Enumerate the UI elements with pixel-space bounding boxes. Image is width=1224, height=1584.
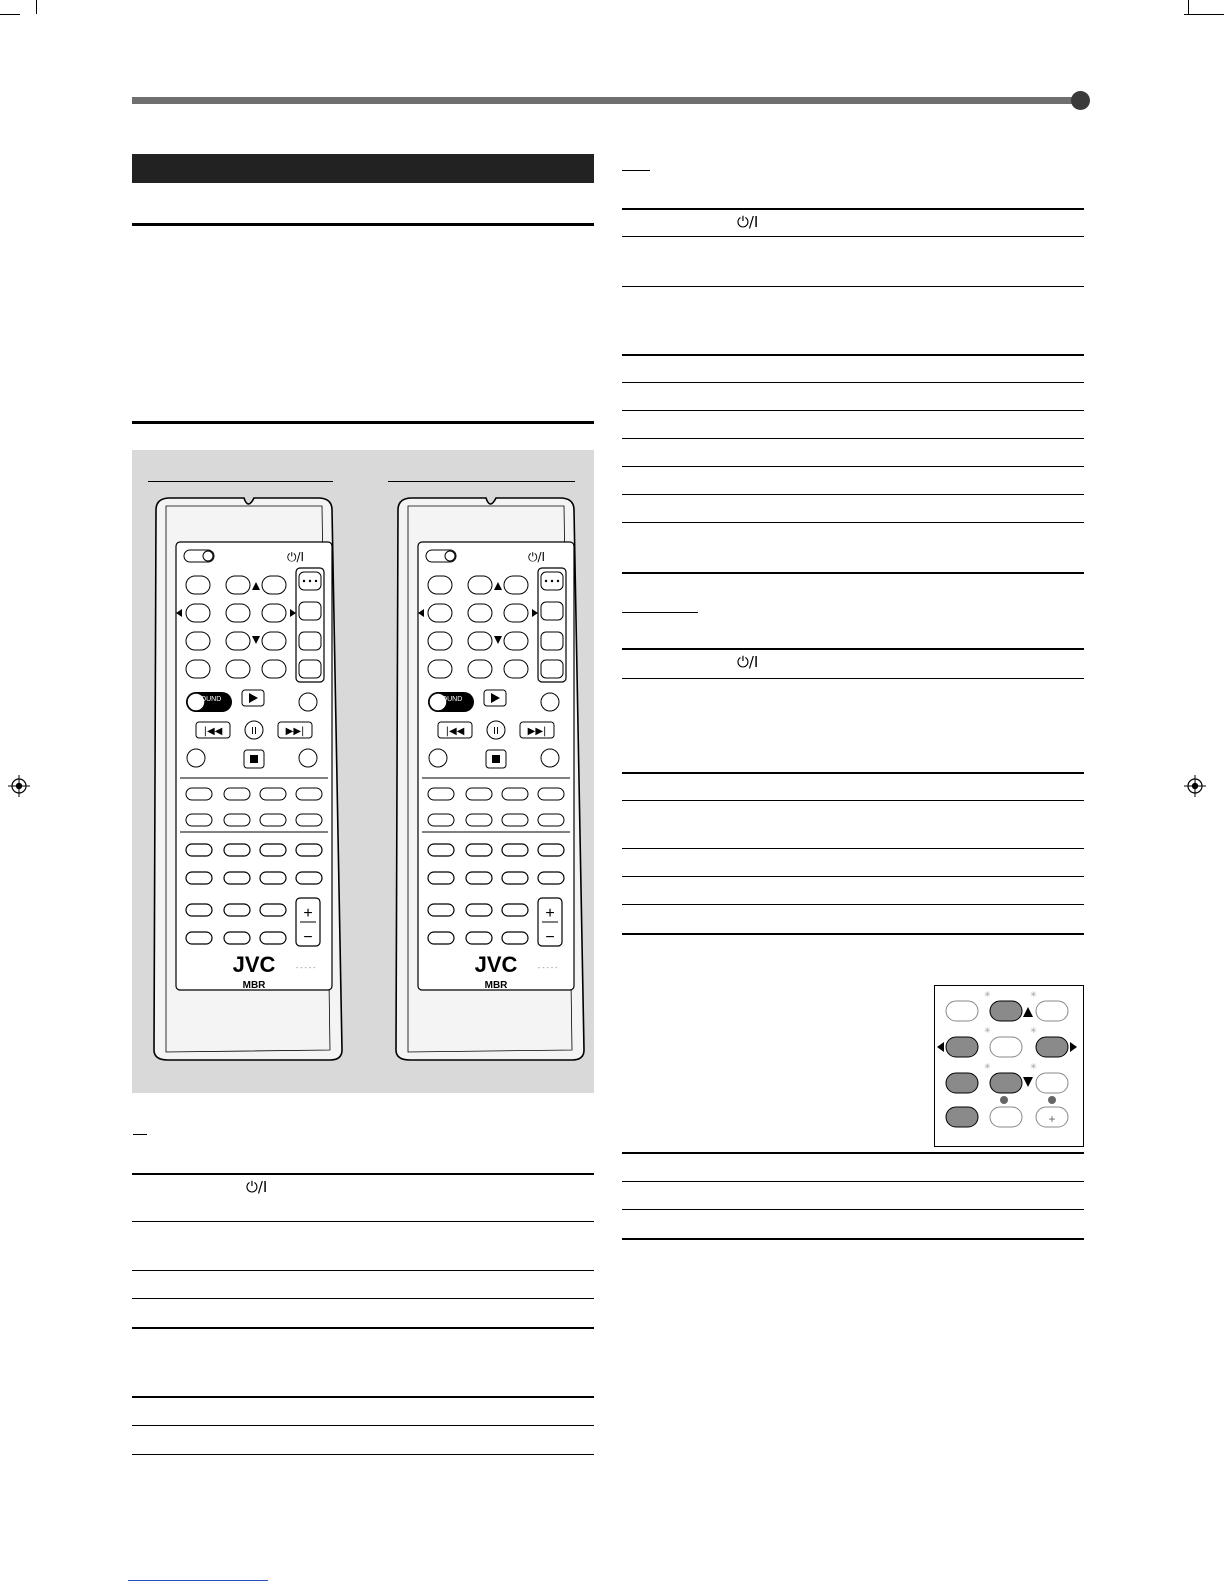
svg-text:✳: ✳	[984, 1026, 991, 1035]
right-table1-rule-8	[622, 466, 1084, 467]
right-table2-rule-3	[622, 772, 1084, 774]
right-table3-rule-4	[622, 1238, 1084, 1240]
registration-mark-icon	[1184, 775, 1206, 797]
right-table1-rule-9	[622, 494, 1084, 495]
right-table1-rule-11	[622, 572, 1084, 574]
right-power-symbol-1: ⏻/I	[737, 213, 759, 231]
svg-text:✳: ✳	[1030, 1062, 1037, 1071]
right-note-mark-1	[622, 170, 650, 171]
svg-text:✳: ✳	[984, 990, 991, 999]
keypad-inset-figure	[934, 985, 1084, 1147]
remote-power-label-2: ⏻/I	[528, 550, 546, 564]
left-table-rule-4	[132, 1298, 594, 1299]
left-table-rule-top	[132, 1173, 594, 1175]
bottom-link-line	[128, 1580, 268, 1581]
right-table1-rule-10	[622, 522, 1084, 523]
right-table1-rule-top	[622, 208, 1084, 210]
right-table2-rule-top	[622, 648, 1084, 650]
remote-sound-label-2: SOUND	[437, 696, 463, 703]
remote-control-illustrations	[132, 490, 594, 1070]
figure-caption-rule-right	[388, 481, 575, 482]
left-table-rule-5	[132, 1327, 594, 1329]
left-table-rule-7	[132, 1425, 594, 1426]
header-rule-end-dot	[1071, 91, 1090, 110]
right-table3-rule-top	[622, 1152, 1084, 1154]
svg-text:✳: ✳	[984, 1062, 991, 1071]
right-table2-rule-5	[622, 848, 1084, 849]
remote-sound-label: SOUND	[196, 696, 222, 703]
right-table1-rule-7	[622, 438, 1084, 439]
crop-mark-top-left-v	[36, 0, 37, 14]
left-power-symbol: ⏻/I	[246, 1178, 268, 1196]
figure-caption-rule-left	[148, 481, 333, 482]
right-table2-rule-4	[622, 800, 1084, 801]
right-note-mark-2	[622, 612, 698, 613]
right-table1-rule-6	[622, 410, 1084, 411]
left-table-rule-2	[132, 1221, 594, 1222]
right-table1-rule-2	[622, 236, 1084, 237]
right-table2-rule-2	[622, 678, 1084, 679]
crop-mark-top-right-v	[1188, 0, 1189, 14]
registration-mark-icon	[8, 775, 30, 797]
crop-mark-top-left	[0, 14, 20, 15]
left-note-mark	[133, 1134, 147, 1135]
svg-text:+: +	[1048, 1112, 1056, 1126]
subsection-rule-2	[132, 421, 594, 424]
right-table1-rule-4	[622, 354, 1084, 356]
subsection-rule-1	[132, 223, 594, 226]
left-table-rule-3	[132, 1270, 594, 1271]
right-table3-rule-3	[622, 1209, 1084, 1210]
right-table3-rule-2	[622, 1181, 1084, 1182]
section-title-bar	[132, 154, 594, 183]
svg-text:✳: ✳	[1030, 990, 1037, 999]
right-table1-rule-5	[622, 382, 1084, 383]
right-table2-rule-8	[622, 933, 1084, 935]
header-rule-bar	[132, 97, 1080, 104]
left-table-rule-6	[132, 1396, 594, 1398]
right-power-symbol-2: ⏻/I	[737, 653, 759, 671]
svg-text:✳: ✳	[1030, 1026, 1037, 1035]
right-table2-rule-7	[622, 904, 1084, 905]
right-table1-rule-3	[622, 286, 1084, 287]
left-table-rule-8	[132, 1454, 594, 1455]
right-table2-rule-6	[622, 876, 1084, 877]
remote-power-label: ⏻/I	[287, 550, 305, 564]
crop-mark-top-right	[1184, 14, 1224, 15]
